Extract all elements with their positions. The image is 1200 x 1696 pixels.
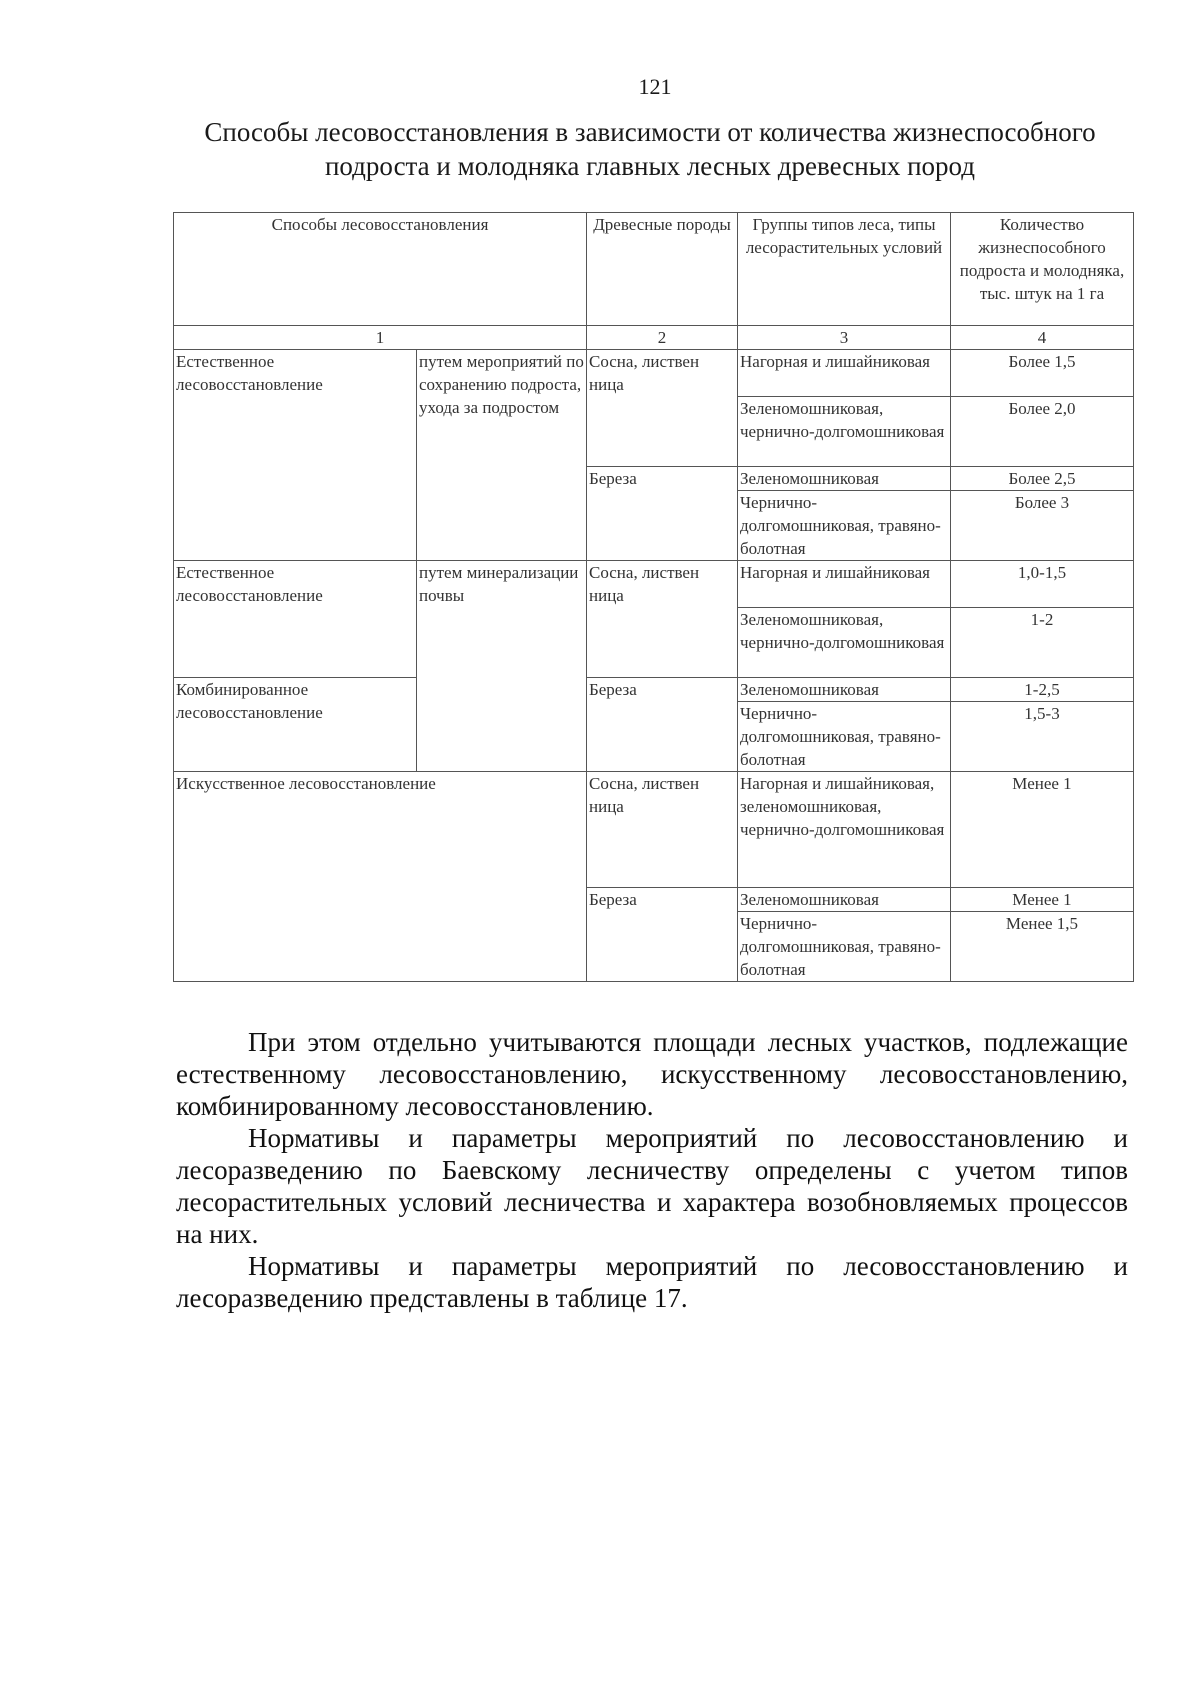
amount-cell: Более 2,5 [951, 467, 1134, 491]
species-cell: Сосна, листвен ница [587, 350, 738, 467]
amount-cell: Менее 1 [951, 888, 1134, 912]
title-line-1: Способы лесовосстановления в зависимости от количества жизнеспособного [204, 117, 1096, 147]
paragraph: При этом отдельно учитываются площади лесных участков, подлежащие естественному лесовосстановлению, искусственному лесовосстановлению, комбинированному лесовосстановлению. [176, 1027, 1128, 1121]
header-row [174, 213, 1134, 326]
forest-type-cell: Чернично-долгомошниковая, травяно-болотная [738, 702, 951, 772]
amount-cell: 1-2 [951, 608, 1134, 678]
table-title [150, 115, 1150, 183]
header-forest-types: Группы типов леса, типы лесорастительных условий [738, 213, 951, 326]
forest-type-cell: Зеленомошниковая [738, 888, 951, 912]
amount-cell: Менее 1,5 [951, 912, 1134, 982]
column-number: 4 [951, 326, 1134, 350]
species-cell: Береза [587, 678, 738, 772]
species-cell: Береза [587, 888, 738, 982]
column-number-row [174, 326, 1134, 350]
amount-cell: Более 1,5 [951, 350, 1134, 397]
forest-type-cell: Зеленомошниковая, чернично-долгомошниковая [738, 397, 951, 467]
forest-type-cell: Чернично-долгомошниковая, травяно-болотная [738, 491, 951, 561]
amount-cell: 1-2,5 [951, 678, 1134, 702]
header-species: Древесные породы [587, 213, 738, 326]
amount-cell: Более 3 [951, 491, 1134, 561]
species-cell: Береза [587, 467, 738, 561]
table-row [174, 772, 1134, 888]
means-cell: путем минерализации почвы [417, 561, 587, 772]
species-cell: Сосна, листвен ница [587, 772, 738, 888]
column-number: 3 [738, 326, 951, 350]
column-number: 1 [174, 326, 587, 350]
forest-type-cell: Нагорная и лишайниковая, зеленомошниковая, чернично-долгомошниковая [738, 772, 951, 888]
forest-type-cell: Зеленомошниковая [738, 678, 951, 702]
species-cell: Сосна, листвен ница [587, 561, 738, 678]
table-row [174, 678, 1134, 702]
method-cell: Естественное лесовосстановление [174, 350, 417, 561]
body-text [176, 1026, 1128, 1314]
title-line-2: подроста и молодняка главных лесных древесных пород [324, 151, 975, 181]
amount-cell: 1,0-1,5 [951, 561, 1134, 608]
forest-type-cell: Нагорная и лишайниковая [738, 561, 951, 608]
amount-cell: 1,5-3 [951, 702, 1134, 772]
page-number: 121 [638, 74, 672, 99]
forest-type-cell: Чернично-долгомошниковая, травяно-болотная [738, 912, 951, 982]
paragraph: Нормативы и параметры мероприятий по лесовосстановлению и лесоразведению по Баевскому лесничеству определены с учетом типов лесорастительных условий лесничества и характера возобновляемых процессов на них. [176, 1123, 1128, 1249]
forest-type-cell: Зеленомошниковая [738, 467, 951, 491]
amount-cell: Более 2,0 [951, 397, 1134, 467]
header-methods: Способы лесовосстановления [174, 213, 587, 326]
amount-cell: Менее 1 [951, 772, 1134, 888]
method-cell: Искусственное лесовосстановление [174, 772, 587, 982]
method-cell: Комбинированное лесовосстановление [174, 678, 417, 772]
column-number: 2 [587, 326, 738, 350]
forest-type-cell: Зеленомошниковая, чернично-долгомошниковая [738, 608, 951, 678]
method-cell: Естественное лесовосстановление [174, 561, 417, 678]
reforestation-table [173, 212, 1134, 982]
header-amount: Количество жизнеспособного подроста и молодняка, тыс. штук на 1 га [951, 213, 1134, 326]
means-cell: путем мероприятий по сохранению подроста, ухода за подростом [417, 350, 587, 561]
table-row [174, 350, 1134, 397]
forest-type-cell: Нагорная и лишайниковая [738, 350, 951, 397]
table-row [174, 561, 1134, 608]
paragraph: Нормативы и параметры мероприятий по лесовосстановлению и лесоразведению представлены в таблице 17. [176, 1251, 1128, 1313]
